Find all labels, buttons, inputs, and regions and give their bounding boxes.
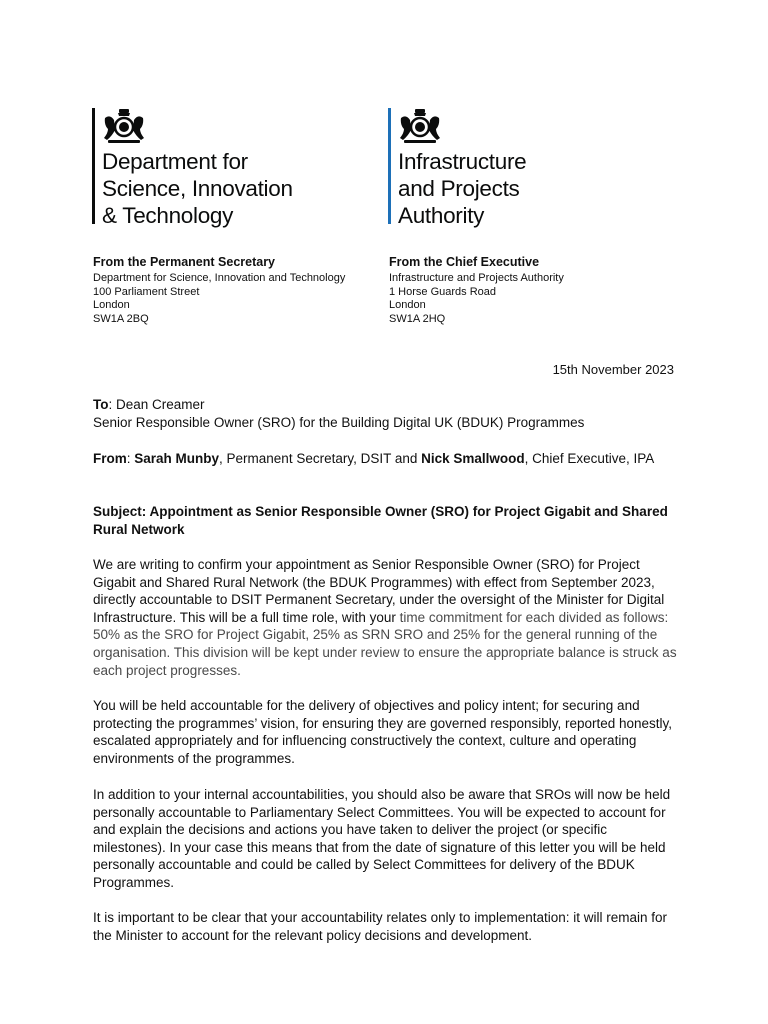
dsit-logo-text: [102, 148, 293, 229]
dsit-logo-bar: [92, 108, 95, 224]
address-line: SW1A 2BQ: [93, 312, 149, 325]
address-line: Infrastructure and Projects Authority: [389, 272, 564, 284]
address-line: 1 Horse Guards Road: [389, 285, 496, 298]
ipa-logo-bar: [388, 108, 391, 224]
sender-heading: From the Chief Executive: [389, 255, 540, 269]
letter-date: 15th November 2023: [552, 362, 674, 377]
royal-crest-icon: [102, 108, 146, 146]
from-person-1: Sarah Munby: [134, 451, 220, 466]
recipient-block: To: Dean Creamer Senior Responsible Owner (SRO) for the Building Digital UK (BDUK) Programmes: [93, 396, 678, 431]
body-paragraph: It is important to be clear that your accountability relates only to implementation: it will remain for the Minister to account for the relevant policy decisions and development.: [93, 910, 668, 943]
to-label: To: [93, 397, 109, 412]
sender-address-permanent-secretary: [93, 255, 345, 326]
from-person-2: Nick Smallwood: [421, 451, 525, 466]
ipa-logo-line: and Projects: [398, 176, 520, 201]
address-line: 100 Parliament Street: [93, 285, 200, 298]
letter-subject: Subject: Appointment as Senior Responsible Owner (SRO) for Project Gigabit and Shared Rural Network: [93, 504, 668, 537]
ipa-logo-line: Infrastructure: [398, 149, 527, 174]
address-line: London: [93, 299, 130, 311]
dsit-logo-line: Science, Innovation: [102, 176, 293, 201]
body-paragraph: You will be held accountable for the delivery of objectives and policy intent; for securing and protecting the programmes’ vision, for ensuring they are governed responsibly, reported honestly, escalated appropriately and for influencing constructively the context, culture and operating environments of the programmes.: [93, 698, 673, 766]
paragraph-text: We are writing to confirm your appointment as Senior Responsible Owner (SRO) for Project Gigabit and Shared Rural Network (the BDUK Programmes) with effect from September 2023, directly accountable to DSIT Permanent Secretary, under the oversight of the Minister for Digital Infrastructure. This will be a full time role, with your: [93, 557, 665, 625]
dsit-logo-line: Department for: [102, 149, 248, 174]
address-line: Department for Science, Innovation and Technology: [93, 272, 346, 284]
address-line: SW1A 2HQ: [389, 312, 446, 325]
paragraph-text-continued: time commitment for each divided as follows: 50% as the SRO for Project Gigabit, 25% as SRN SRO and 25% for the general running of the organisation. This division will be kept under review to ensure the appropriate balance is struck as each project progresses.: [93, 609, 677, 678]
from-person-2-role: , Chief Executive, IPA: [524, 451, 655, 466]
body-paragraph: In addition to your internal accountabilities, you should also be aware that SROs will now be held personally accountable to Parliamentary Select Committees. You will be expected to account for and explain the decisions and actions you have taken to deliver the project (or specific milestones). In your case this means that from the date of signature of this letter you will be held personally accountable and could be called by Select Committees for delivery of the BDUK Programmes.: [93, 787, 671, 890]
sender-heading: From the Permanent Secretary: [93, 255, 276, 269]
address-line: London: [389, 299, 426, 311]
recipient-role: Senior Responsible Owner (SRO) for the Building Digital UK (BDUK) Programmes: [93, 414, 585, 430]
recipient-name: Dean Creamer: [116, 397, 205, 412]
from-label: From: [93, 451, 127, 466]
sender-address-chief-executive: [389, 255, 564, 326]
from-person-1-role: , Permanent Secretary, DSIT and: [219, 451, 422, 466]
royal-crest-icon: [398, 108, 442, 146]
from-block: From: Sarah Munby, Permanent Secretary, DSIT and Nick Smallwood, Chief Executive, IPA: [93, 451, 655, 466]
ipa-logo-text: [398, 148, 526, 229]
body-paragraph: [93, 556, 678, 679]
ipa-logo-line: Authority: [398, 203, 485, 228]
dsit-logo-line: & Technology: [102, 203, 234, 228]
